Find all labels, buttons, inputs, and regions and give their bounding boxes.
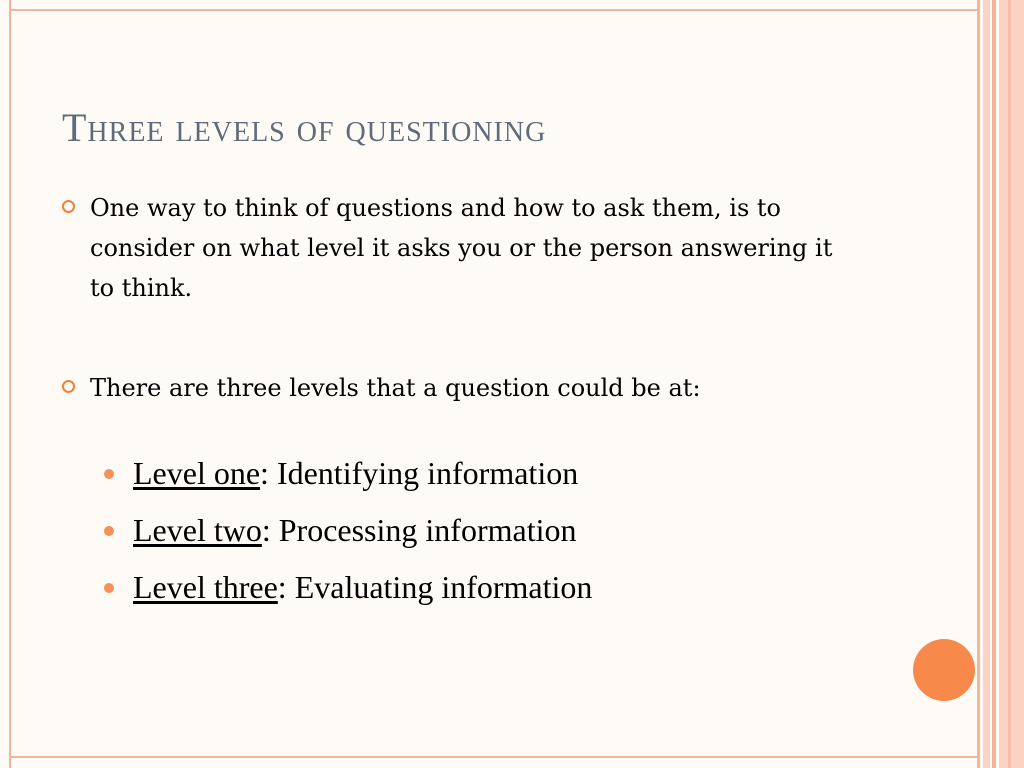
bullet-item xyxy=(62,368,862,408)
level-separator: : xyxy=(277,569,287,605)
frame-bottom-line xyxy=(9,756,977,758)
levels-list xyxy=(104,445,592,616)
filled-dot-bullet-icon xyxy=(104,583,114,593)
level-item xyxy=(104,445,592,502)
level-term: Level one xyxy=(133,455,261,491)
level-description: Processing information xyxy=(270,512,577,548)
level-separator: : xyxy=(261,512,271,548)
slide-title: Three levels of questioning xyxy=(62,105,547,150)
frame-top-line xyxy=(9,9,977,11)
decor-stripe xyxy=(1008,0,1011,768)
decor-stripe xyxy=(983,0,990,768)
frame-left-line xyxy=(9,0,11,768)
hollow-circle-bullet-icon xyxy=(62,200,75,213)
level-description: Identifying information xyxy=(268,455,579,491)
bullet-item xyxy=(62,188,862,308)
level-separator: : xyxy=(260,455,269,491)
bullet-text: There are three levels that a question could be at: xyxy=(90,374,701,402)
level-item xyxy=(104,502,592,559)
bullet-text: One way to think of questions and how to ask them, is to consider on what level it asks you or the person answering it to think. xyxy=(90,194,833,302)
filled-dot-bullet-icon xyxy=(104,526,114,536)
decor-stripe xyxy=(999,0,1024,768)
level-term: Level two xyxy=(133,512,262,548)
orange-circle-decoration xyxy=(913,639,975,701)
level-description: Evaluating information xyxy=(286,569,593,605)
decor-stripe xyxy=(977,0,980,768)
decor-stripe xyxy=(992,0,996,768)
level-term: Level three xyxy=(133,569,278,605)
filled-dot-bullet-icon xyxy=(104,469,114,479)
level-item xyxy=(104,559,592,616)
hollow-circle-bullet-icon xyxy=(62,380,75,393)
